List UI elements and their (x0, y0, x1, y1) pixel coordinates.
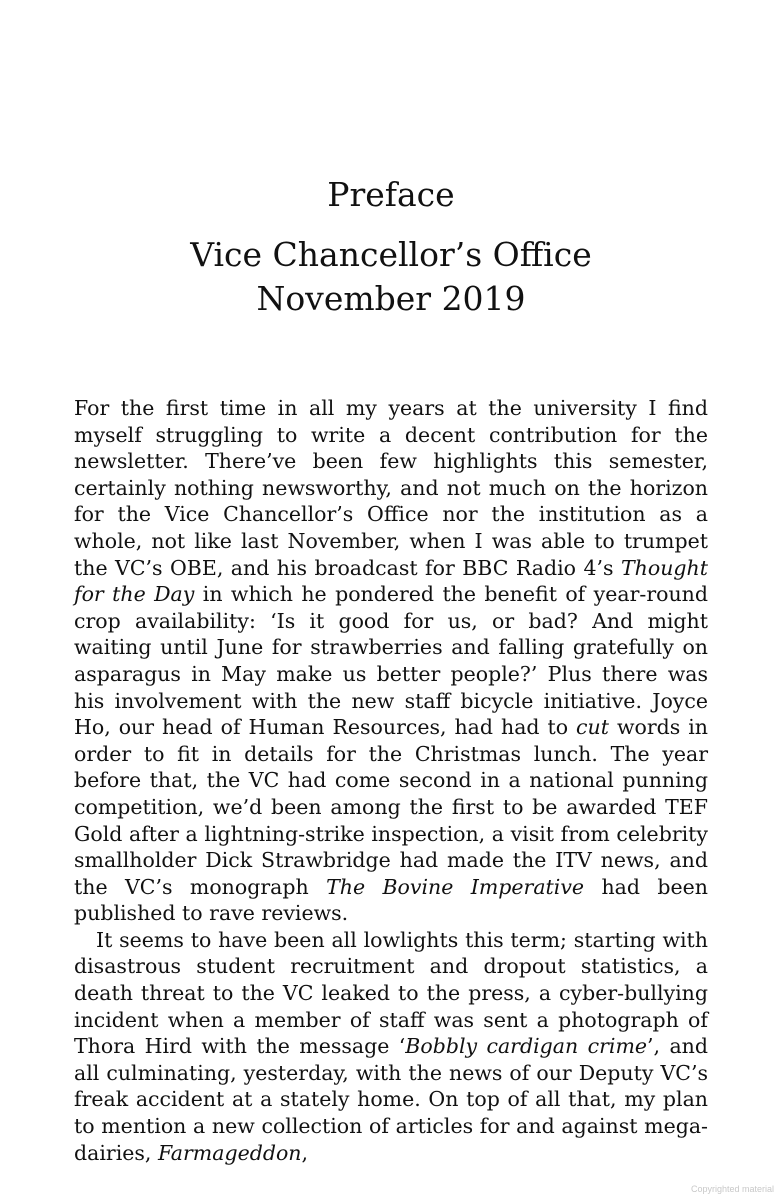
italic-title-farmageddon: Farmageddon (157, 1140, 302, 1165)
italic-title-bovine-imperative: The Bovine Imperative (326, 874, 585, 899)
paragraph-1-text-3: words in order to fit in details for the Christmas lunch. The year before that, the VC had come second in a national punning competition, we’d been among the first to be awarded TEF Gold after a lightning-strike inspection, a visit from celebrity smallholder Dick Strawbridge had made the ITV news, and the VC’s monograph (74, 715, 708, 899)
chapter-subtitle-office: Vice Chancellor’s Office (190, 235, 592, 274)
paragraph-1-text-1: For the first time in all my years at the university I find myself struggling to write a decent contribution for the newsletter. There’ve been few highlights this semester, certainly nothing newsworthy, and not much on the horizon for the Vice Chancellor’s Office nor the institution as a whole, not like last November, when I was able to trumpet the VC’s OBE, and his broadcast for BBC Radio 4’s (74, 396, 708, 580)
paragraph-1-text-4: had been published to rave reviews. (74, 874, 708, 926)
paragraph-2-text-3: , (301, 1140, 309, 1165)
italic-quote-bobbly-cardigan: Bobbly cardigan crime (405, 1034, 648, 1059)
paragraph-2-text-2: ’, and all culminating, yesterday, with the news of our Deputy VC’s freak accident at a stately home. On top of all that, my plan to mention a new collection of articles for and against mega-dairies, (74, 1034, 708, 1165)
paragraph-1 (74, 395, 708, 927)
copyright-watermark: Copyrighted material (690, 1184, 774, 1194)
paragraph-1-text-2: in which he pondered the benefit of year-round crop availability: ‘Is it good for us, or bad? And might waiting until June for strawberries and falling gratefully on asparagus in May make us better people?’ Plus there was his involvement with the new staff bicycle initiative. Joyce Ho, our head of Human Resources, had had to (74, 582, 708, 740)
body-text (74, 395, 708, 1166)
paragraph-2 (74, 927, 708, 1166)
chapter-subtitle-date: November 2019 (256, 279, 526, 318)
italic-word-cut: cut (576, 715, 609, 740)
chapter-title: Preface (327, 175, 455, 214)
italic-title-thought-for-the-day: Thought for the Day (74, 555, 708, 607)
paragraph-2-text-1: It seems to have been all lowlights this term; starting with disastrous student recruitment and dropout statistics, a death threat to the VC leaked to the press, a cyber-bullying incident when a member of staff was sent a photograph of Thora Hird with the message ‘ (74, 927, 708, 1059)
